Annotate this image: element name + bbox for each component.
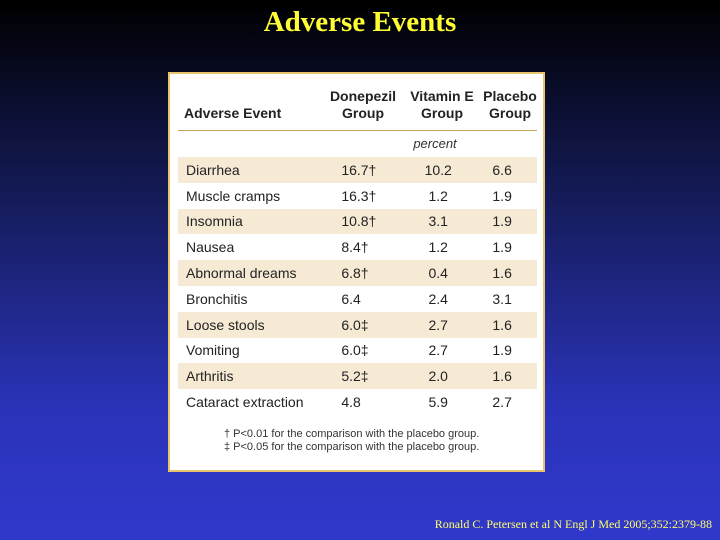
placebo-cell: 1.6 bbox=[492, 316, 512, 333]
table-row bbox=[178, 338, 537, 364]
placebo-cell: 1.6 bbox=[492, 265, 512, 282]
table-row bbox=[178, 389, 537, 415]
donepezil-cell: 5.2‡ bbox=[341, 368, 369, 385]
donepezil-cell: 4.8 bbox=[341, 394, 361, 411]
donepezil-cell: 6.4 bbox=[341, 290, 361, 307]
placebo-cell: 1.9 bbox=[492, 239, 512, 256]
placebo-cell: 1.9 bbox=[492, 213, 512, 230]
table-row bbox=[178, 183, 537, 209]
event-cell: Diarrhea bbox=[186, 161, 240, 178]
table-row bbox=[178, 157, 537, 183]
vitamin-e-cell: 0.4 bbox=[428, 265, 448, 282]
unit-label: percent bbox=[413, 136, 457, 151]
event-cell: Cataract extraction bbox=[186, 394, 304, 411]
donepezil-cell: 16.7† bbox=[341, 161, 377, 178]
header-placebo bbox=[480, 88, 540, 122]
event-cell: Bronchitis bbox=[186, 290, 248, 307]
header-placebo-line1: Placebo bbox=[483, 88, 537, 104]
vitamin-e-cell: 2.7 bbox=[428, 342, 448, 359]
donepezil-cell: 10.8† bbox=[341, 213, 377, 230]
placebo-cell: 3.1 bbox=[492, 290, 512, 307]
vitamin-e-cell: 2.4 bbox=[428, 290, 448, 307]
table-row bbox=[178, 312, 537, 338]
donepezil-cell: 6.0‡ bbox=[341, 316, 369, 333]
vitamin-e-cell: 2.0 bbox=[428, 368, 448, 385]
table-row bbox=[178, 286, 537, 312]
adverse-events-table bbox=[168, 72, 545, 472]
event-cell: Arthritis bbox=[186, 368, 234, 385]
table-row bbox=[178, 260, 537, 286]
placebo-cell: 1.6 bbox=[492, 368, 512, 385]
vitamin-e-cell: 10.2 bbox=[424, 161, 452, 178]
vitamin-e-cell: 3.1 bbox=[428, 213, 448, 230]
table-row bbox=[178, 234, 537, 260]
table-body bbox=[178, 157, 537, 415]
placebo-cell: 1.9 bbox=[492, 342, 512, 359]
footnote-dagger: † P<0.01 for the comparison with the placebo group. bbox=[224, 428, 480, 440]
vitamin-e-cell: 5.9 bbox=[428, 394, 448, 411]
event-cell: Abnormal dreams bbox=[186, 265, 297, 282]
donepezil-cell: 6.0‡ bbox=[341, 342, 369, 359]
donepezil-cell: 6.8† bbox=[341, 265, 369, 282]
header-vitamin-e bbox=[408, 88, 476, 122]
header-vitamin-e-line1: Vitamin E bbox=[410, 88, 474, 104]
table-row bbox=[178, 209, 537, 235]
placebo-cell: 2.7 bbox=[492, 394, 512, 411]
header-vitamin-e-line2: Group bbox=[421, 105, 463, 121]
vitamin-e-cell: 1.2 bbox=[428, 187, 448, 204]
event-cell: Vomiting bbox=[186, 342, 240, 359]
event-cell: Loose stools bbox=[186, 316, 265, 333]
footnotes bbox=[224, 428, 479, 454]
placebo-cell: 6.6 bbox=[492, 161, 512, 178]
header-donepezil bbox=[328, 88, 398, 122]
header-donepezil-line1: Donepezil bbox=[329, 88, 397, 104]
donepezil-cell: 16.3† bbox=[341, 187, 377, 204]
event-cell: Muscle cramps bbox=[186, 187, 281, 204]
header-divider bbox=[178, 130, 537, 131]
citation: Ronald C. Petersen et al N Engl J Med 2005;352:2379-88 bbox=[434, 517, 712, 531]
placebo-cell: 1.9 bbox=[492, 187, 512, 204]
vitamin-e-cell: 2.7 bbox=[428, 316, 448, 333]
slide-title: Adverse Events bbox=[263, 6, 457, 38]
header-donepezil-line2: Group bbox=[342, 105, 384, 121]
footnote-double-dagger: ‡ P<0.05 for the comparison with the placebo group. bbox=[224, 441, 480, 453]
header-placebo-line2: Group bbox=[489, 105, 531, 121]
event-cell: Nausea bbox=[186, 239, 235, 256]
table-row bbox=[178, 363, 537, 389]
event-cell: Insomnia bbox=[186, 213, 243, 230]
vitamin-e-cell: 1.2 bbox=[428, 239, 448, 256]
header-adverse-event: Adverse Event bbox=[184, 105, 282, 121]
donepezil-cell: 8.4† bbox=[341, 239, 369, 256]
